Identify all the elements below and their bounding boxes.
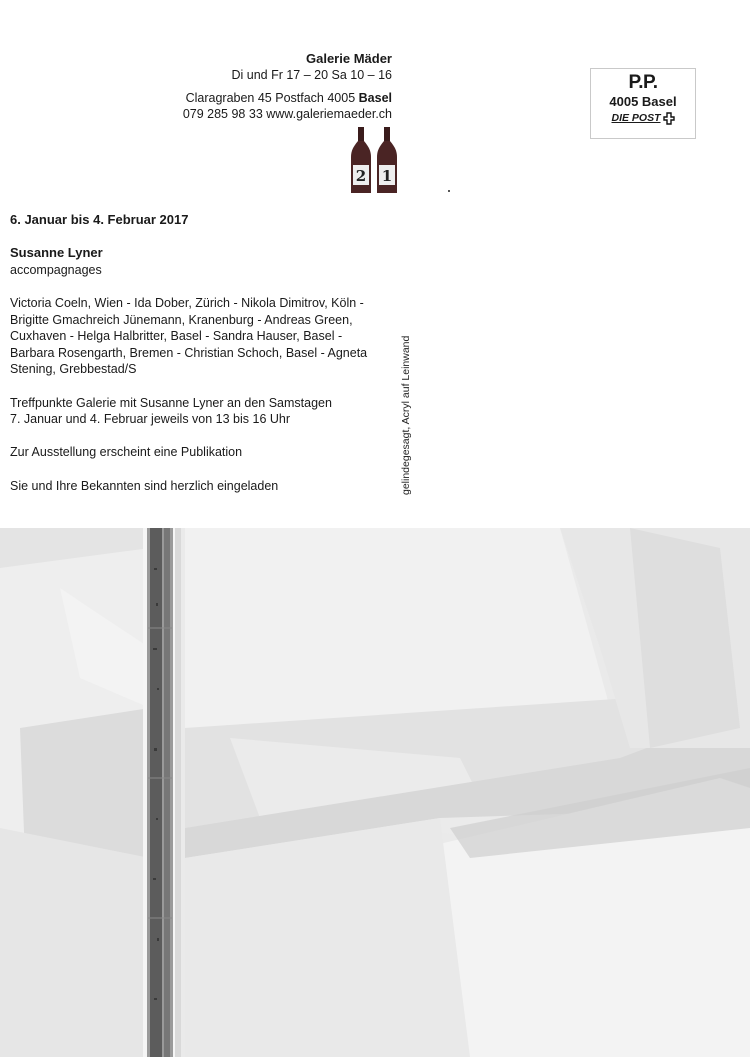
bottle-left (351, 127, 371, 193)
bottle-left-label: 2 (355, 167, 367, 185)
artwork-image (0, 528, 750, 1057)
gallery-name: Galerie Mäder (306, 51, 392, 66)
bottle-right (377, 127, 397, 193)
invitation-note: Sie und Ihre Bekannten sind herzlich eingeladen (10, 478, 279, 493)
bottle-right-label: 1 (381, 167, 393, 185)
artwork-caption: gelindegesagt, Acryl auf Leinwand (400, 335, 412, 495)
gallery-contact[interactable]: 079 285 98 33 www.galeriemaeder.ch (182, 107, 392, 121)
exhibition-date: 6. Januar bis 4. Februar 2017 (10, 212, 189, 227)
meetings-line-1: Treffpunkte Galerie mit Susanne Lyner an den Samstagen (10, 395, 332, 410)
invitation-text (10, 212, 390, 494)
stamp-pp: P.P. (628, 72, 658, 93)
address-city: Basel (358, 91, 392, 105)
exhibition-title: accompagnages (10, 262, 102, 277)
stray-dot (448, 190, 450, 192)
guest-artists: Victoria Coeln, Wien - Ida Dober, Zürich - Nikola Dimitrov, Köln - Brigitte Gmachreich Jünemann, Kranenburg - Andreas Green, Cuxhaven - Helga Halbritter, Basel - Sandra Hauser, Basel - Barbara Rosengarth, Bremen - Christian Schoch, Basel - Agneta Stening, Grebbestad/S (10, 295, 368, 377)
postage-stamp (590, 68, 696, 139)
post-label: DIE POST (611, 112, 661, 124)
artist-name: Susanne Lyner (10, 245, 103, 261)
wine-bottles-icon (350, 127, 402, 195)
post-logo (591, 112, 695, 125)
address-street: Claragraben 45 Postfach 4005 (185, 91, 359, 105)
meetings-line-2: 7. Januar und 4. Februar jeweils von 13 bis 16 Uhr (10, 412, 291, 427)
gallery-address (186, 91, 392, 105)
swiss-cross-icon (663, 112, 675, 125)
stamp-city: 4005 Basel (609, 94, 677, 109)
publication-note: Zur Ausstellung erscheint eine Publikation (10, 445, 243, 460)
gallery-hours: Di und Fr 17 – 20 Sa 10 – 16 (231, 68, 392, 82)
